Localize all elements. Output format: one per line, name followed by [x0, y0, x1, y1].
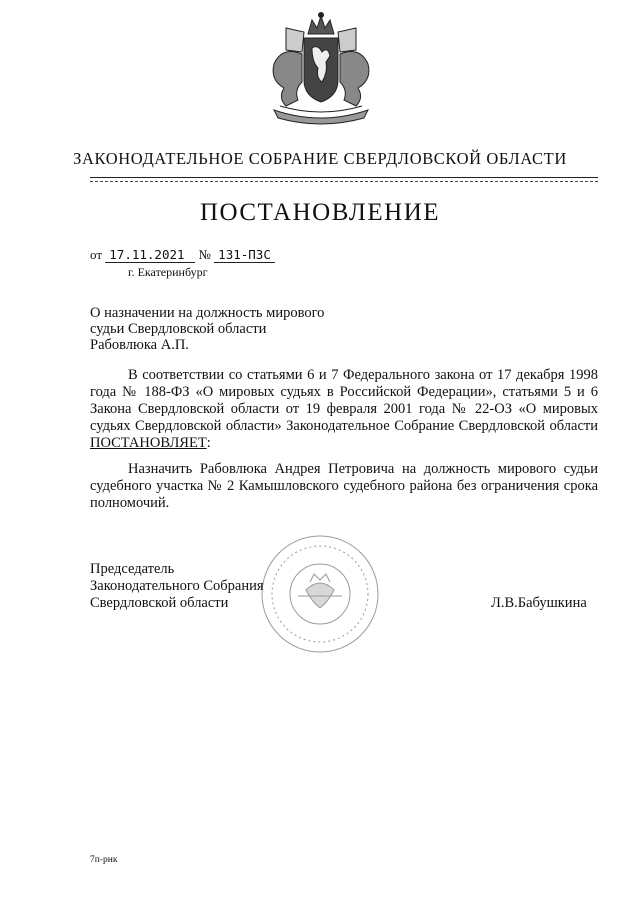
signatory-position [90, 561, 264, 612]
number-prefix: № [198, 247, 211, 262]
basis-text: В соответствии со статьями 6 и 7 Федерального закона от 17 декабря 1998 года № 188-ФЗ «О мировых судьях в Российской Федерации», статьями 5 и 6 Закона Свердловской области от 19 февраля 2001 года № 22-ОЗ «О мировых судьях Свердловской области» Законодательное Собрание Свердловской области [90, 367, 598, 434]
document-meta-line [90, 247, 275, 263]
signatory-name: Л.В.Бабушкина [491, 595, 587, 611]
document-number: 131-ПЗС [214, 247, 275, 263]
decree-word: ПОСТАНОВЛЯЕТ [90, 435, 207, 451]
coat-of-arms-emblem [256, 10, 386, 128]
signatory-line-2: Законодательного Собрания [90, 578, 264, 594]
decree-colon: : [206, 435, 211, 451]
signatory-line-1: Председатель [90, 561, 175, 577]
date-prefix: от [90, 247, 103, 262]
document-date: 17.11.2021 [105, 247, 195, 263]
signatory-line-3: Свердловской области [90, 595, 229, 611]
document-title: ПОСТАНОВЛЕНИЕ [199, 199, 441, 226]
body-paragraph-basis [90, 367, 598, 452]
official-seal-stamp [258, 532, 382, 656]
header-divider-dashed [90, 181, 598, 182]
header-divider-solid [90, 177, 598, 178]
organization-title: ЗАКОНОДАТЕЛЬНОЕ СОБРАНИЕ СВЕРДЛОВСКОЙ ОБЛАСТИ [73, 149, 567, 168]
document-subject: О назначении на должность мирового судьи Свердловской области Рабовлюка А.П. [90, 305, 325, 353]
footer-code: 7п-рнк [90, 855, 118, 865]
document-city: г. Екатеринбург [128, 265, 208, 279]
body-paragraph-appointment: Назначить Рабовлюка Андрея Петровича на должность мирового судьи судебного участка № 2 Камышловского судебного района без ограничения срока полномочий. [90, 461, 598, 511]
